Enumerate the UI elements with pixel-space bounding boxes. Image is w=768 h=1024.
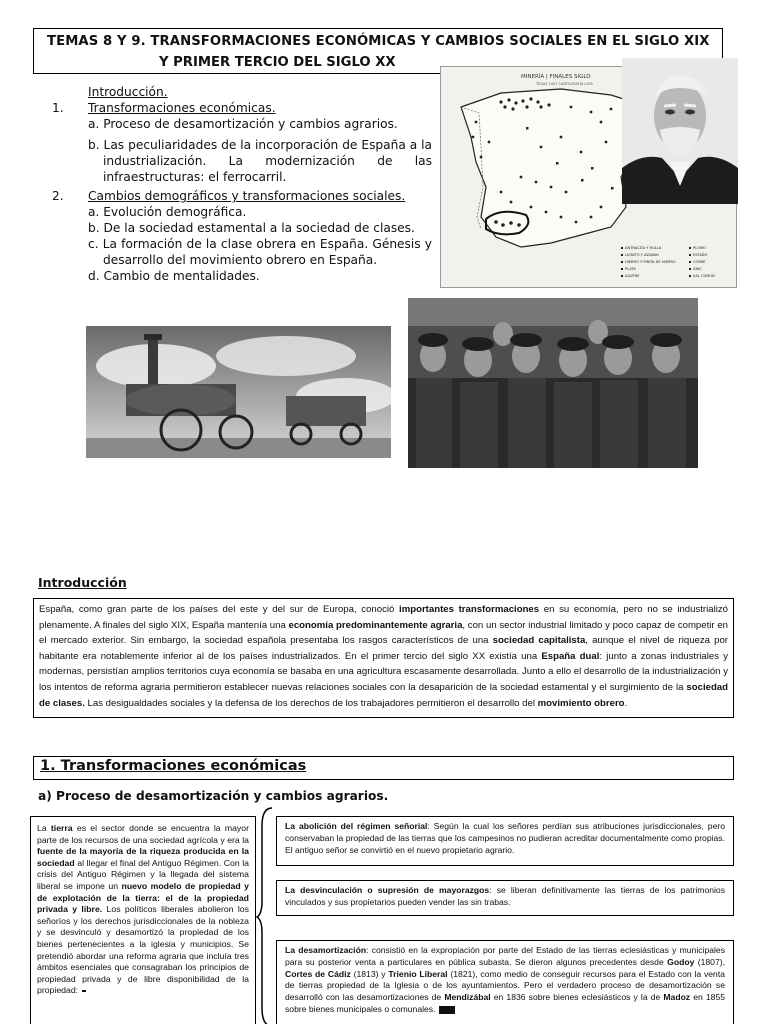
portrait-svg xyxy=(622,58,738,204)
svg-text:HIERRO Y PIRITA DE HIERRO: HIERRO Y PIRITA DE HIERRO xyxy=(625,260,676,264)
bold-text-run: Mendizábal xyxy=(444,992,491,1003)
land-reform-text-box xyxy=(30,816,256,1024)
svg-text:AZUFRE: AZUFRE xyxy=(625,274,640,278)
text-run: Los políticos liberales abolieron los señoríos y los derechos jurisdiccionales de la nobleza y se desvinculó y desamortizó la propiedad de los bienes pertenecientes a la iglesia y municipios. Se pretendió abordar una reforma agraria que incluía tres ámbitos esenciales que consagraban los principios de propiedad privada y de libre disponibilidad de la propiedad: xyxy=(37,904,249,996)
toc-item-2a: a. Evolución demográfica. xyxy=(88,205,247,219)
text-run: en 1855 sobre bienes municipales o comunales. xyxy=(285,992,725,1014)
text-run: España, como gran parte de los países del este y del sur de Europa, conoció xyxy=(39,604,400,615)
locomotive-svg xyxy=(86,326,391,458)
toc-item-2b: b. De la sociedad estamental a la sociedad de clases. xyxy=(88,221,415,235)
toc-intro: Introducción. xyxy=(88,85,168,99)
text-run: (1821), como medio de conseguir recursos para el Estado con la venta de tierras propiedad de la Iglesia o de los ayuntamientos. Pero el verdadero proceso de desamortización se desarrolló con las desamortizaciones de xyxy=(285,968,725,1003)
text-run: (1807), xyxy=(694,956,725,967)
brace-connector xyxy=(256,806,276,1024)
svg-text:ZINC: ZINC xyxy=(693,267,702,271)
text-run: (1813) y xyxy=(350,968,389,979)
bold-text-run: fuente de la mayoría de la riqueza producida en la sociedad xyxy=(37,846,249,868)
toc-item-1a: a. Proceso de desamortización y cambios agrarios. xyxy=(88,117,398,131)
svg-text:COBRE: COBRE xyxy=(693,260,706,264)
redaction-mark xyxy=(82,990,86,992)
portrait-photo xyxy=(622,58,738,204)
svg-text:ESTAÑO: ESTAÑO xyxy=(693,253,708,257)
bold-text-run: Madoz xyxy=(663,992,691,1003)
toc-item-2c: c. La formación de la clase obrera en España. Génesis y desarrollo del movimiento obrero en España. xyxy=(88,237,432,267)
spain-outline xyxy=(461,89,636,247)
table-of-contents xyxy=(52,84,432,284)
text-run: : junto a zonas industriales y modernas, persistían amplios territorios cuya economía se basaba en una agricultura escasamente desarrollada. Junto a ello el desarrollo de la industrialización y los intentos de reforma agraria permitieron establecer nuevas relaciones sociales con la desaparición de la sociedad estamental y el surgimiento de la xyxy=(39,650,729,693)
child-miners-photo xyxy=(408,298,698,468)
abolition-seignorial-box xyxy=(276,816,734,866)
bold-text-run: tierra xyxy=(50,823,73,833)
bold-text-run: economía predominantemente agraria xyxy=(288,619,463,631)
text-run: es el sector donde se encuentra la mayor parte de los recursos de una sociedad agrícola y era la xyxy=(37,823,249,845)
svg-text:ANTRACITA Y HULLA: ANTRACITA Y HULLA xyxy=(625,246,662,250)
bold-text-run: importantes transformaciones xyxy=(399,604,540,615)
bold-text-run: sociedad de clases. xyxy=(39,681,728,709)
text-run: , aunque el nivel de riqueza por habitante era notablemente inferior al de los países industrializados. En el primer tercio del siglo XX existía una xyxy=(39,635,728,662)
text-run: , con un sector industrial limitado y poco capaz de competir en el mercado exterior. Sin embargo, la sociedad española presentaba los rasgos característicos de una xyxy=(39,619,728,647)
text-run: : Según la cual los señores perdían sus atribuciones jurisdiccionales, pero conservaban la propiedad de las tierras que los campesinos no pudieran acreditar documentalmente como propias. El antiguo señor se convirtió en el nuevo propietario agrario. xyxy=(285,821,725,855)
toc-item-1-number: 1. xyxy=(52,101,64,115)
svg-text:PLATA: PLATA xyxy=(625,267,636,271)
introduction-heading: Introducción xyxy=(38,575,127,590)
locomotive-photo xyxy=(86,326,391,458)
toc-item-1b: b. Las peculiaridades de la incorporación de España a la industrialización. La modernización de las infraestructuras: el ferrocarril. xyxy=(88,138,432,184)
map-subheader: TEXAS 1907 CARTOGRAFÍA LATA xyxy=(536,82,593,86)
bold-text-run: nuevo modelo de propiedad y de explotación de la tierra: el de la propiedad privada y libre. xyxy=(37,880,250,915)
text-run: La xyxy=(37,823,51,833)
toc-item-2 xyxy=(52,188,432,284)
map-header: MINERÍA | FINALES SIGLO xyxy=(521,74,591,80)
bold-text-run: Cortes de Cádiz xyxy=(285,968,351,979)
bold-text-run: España dual xyxy=(541,650,600,662)
bold-text-run: sociedad capitalista xyxy=(492,635,586,647)
section-1-heading: 1. Transformaciones económicas xyxy=(33,756,734,780)
text-run: Las desigualdades sociales y la defensa de los derechos de los trabajadores permitieron el desarrollo del xyxy=(84,697,538,709)
subsection-a-heading: a) Proceso de desamortización y cambios agrarios. xyxy=(38,789,389,803)
svg-text:LIGNITO Y AZABAR: LIGNITO Y AZABAR xyxy=(625,253,659,257)
bold-text-run: La desamortización xyxy=(285,945,367,955)
text-run: al llegar el final del Antiguo Régimen. Con la crisis del Antiguo Régimen y la llegada del sistema liberal se impone un xyxy=(37,857,249,891)
text-run: : consistió en la expropiación por parte del Estado de las tierras eclesiásticas y municipales para su posterior venta a particulares en pública subasta. Se dieron algunos precedentes desde xyxy=(285,945,726,967)
disentailment-box xyxy=(276,940,734,1024)
svg-text:SAL COMÚN: SAL COMÚN xyxy=(693,274,715,278)
entailment-suppression-box xyxy=(276,880,734,916)
toc-item-1-label: Transformaciones económicas. xyxy=(88,101,276,115)
text-run: : se liberan definitivamente las tierras de los patrimonios vinculados y sus propietarios pueden vender las sin trabas. xyxy=(285,885,725,907)
bold-text-run: La desvinculación o supresión de mayorazgos xyxy=(285,885,490,895)
title-line-2: Y PRIMER TERCIO DEL SIGLO XX xyxy=(159,55,396,70)
bold-text-run: Trienio Liberal xyxy=(388,968,448,979)
bold-text-run: movimiento obrero xyxy=(537,697,625,709)
toc-item-2-label: Cambios demográficos y transformaciones sociales. xyxy=(88,189,406,203)
text-run: en su economía, pero no se industrializó plenamente. A finales del siglo XIX, España mantenía una xyxy=(39,604,728,631)
svg-text:PLOMO: PLOMO xyxy=(693,246,706,250)
child-miners-svg xyxy=(408,298,698,468)
text-run: en 1836 sobre bienes eclesiásticos y la de xyxy=(490,992,664,1003)
toc-item-2d: d. Cambio de mentalidades. xyxy=(88,269,260,283)
toc-item-2-number: 2. xyxy=(52,189,64,203)
text-run: . xyxy=(624,697,628,709)
bold-text-run: Godoy xyxy=(667,956,695,967)
introduction-text-box xyxy=(33,598,734,718)
redaction-mark xyxy=(439,1006,455,1014)
title-line-1: TEMAS 8 Y 9. TRANSFORMACIONES ECONÓMICAS Y CAMBIOS SOCIALES EN EL SIGLO XIX xyxy=(47,34,710,49)
toc-item-1 xyxy=(52,100,432,185)
bold-text-run: La abolición del régimen señorial xyxy=(285,821,428,831)
